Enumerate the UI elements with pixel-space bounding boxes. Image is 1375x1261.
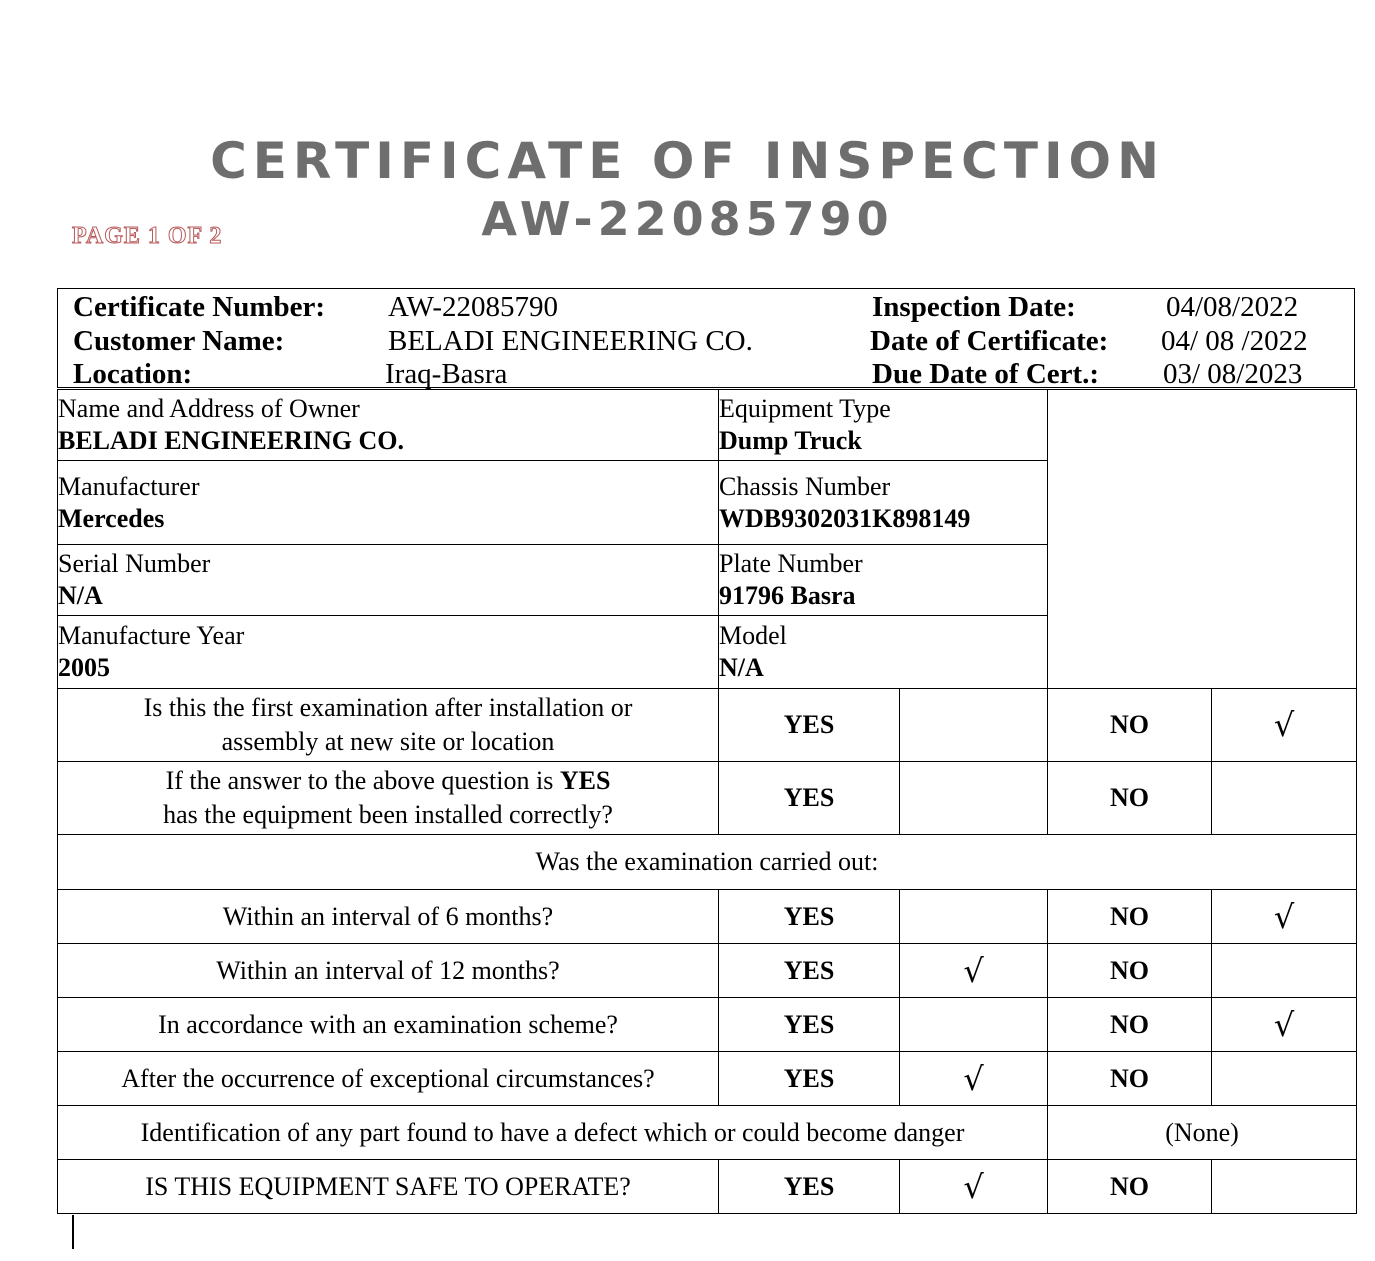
section-heading: Was the examination carried out: — [58, 835, 1357, 890]
no-label: NO — [1048, 762, 1212, 835]
yes-label: YES — [719, 1052, 900, 1106]
customer-name-label: Customer Name: — [73, 325, 285, 357]
certificate-code-title: AW-22085790 — [481, 192, 894, 246]
inspection-table — [57, 389, 1357, 1214]
no-label: NO — [1048, 998, 1212, 1052]
no-check-cell — [1212, 1160, 1357, 1214]
serial-label: Serial Number — [58, 549, 211, 578]
question-6-months: Within an interval of 6 months? — [58, 890, 719, 944]
equipment-type-cell — [719, 390, 1048, 461]
document-title: CERTIFICATE OF INSPECTION — [210, 132, 1165, 190]
question-installed-line1: If the answer to the above question is — [165, 766, 560, 795]
equipment-type-value: Dump Truck — [719, 426, 862, 455]
location-value: Iraq-Basra — [385, 358, 508, 390]
serial-value: N/A — [58, 581, 103, 610]
question-first-exam-line1: Is this the first examination after installation or — [143, 693, 633, 722]
chassis-value: WDB9302031K898149 — [719, 503, 971, 533]
yes-label: YES — [719, 762, 900, 835]
serial-cell — [58, 545, 719, 616]
cert-number-label: Certificate Number: — [73, 291, 326, 323]
question-row-12-months — [58, 944, 1357, 998]
no-check-mark: √ — [1212, 890, 1357, 944]
no-label: NO — [1048, 689, 1212, 762]
yes-check-cell — [900, 890, 1048, 944]
question-row-first-exam — [58, 689, 1357, 762]
blank-photo-area — [1048, 390, 1357, 689]
page-label: PAGE 1 OF 2 — [72, 223, 223, 249]
question-first-exam-line2: assembly at new site or location — [221, 727, 555, 756]
question-installed-line2: has the equipment been installed correctly? — [163, 800, 613, 829]
manufacturer-cell — [58, 461, 719, 545]
question-installed-yes-emphasis: YES — [559, 766, 611, 795]
year-cell — [58, 616, 719, 689]
yes-check-mark: √ — [900, 1160, 1048, 1214]
question-row-safe — [58, 1160, 1357, 1214]
question-row-exam-scheme — [58, 998, 1357, 1052]
question-first-exam — [58, 689, 719, 762]
question-exceptional: After the occurrence of exceptional circumstances? — [58, 1052, 719, 1106]
plate-value: 91796 Basra — [719, 581, 856, 610]
year-label: Manufacture Year — [58, 621, 245, 650]
yes-check-cell — [900, 998, 1048, 1052]
date-of-cert-label: Date of Certificate: — [870, 325, 1109, 357]
question-installed-correctly — [58, 762, 719, 835]
year-value: 2005 — [58, 653, 110, 682]
yes-label: YES — [719, 890, 900, 944]
equipment-type-label: Equipment Type — [719, 394, 891, 423]
manufacturer-value: Mercedes — [58, 503, 165, 533]
no-label: NO — [1048, 1052, 1212, 1106]
yes-check-cell — [900, 689, 1048, 762]
inspection-date-value: 04/08/2022 — [1166, 291, 1299, 323]
due-date-label: Due Date of Cert.: — [872, 358, 1100, 390]
header-box — [57, 288, 1355, 388]
model-label: Model — [719, 621, 787, 650]
chassis-cell — [719, 461, 1048, 545]
question-row-exceptional — [58, 1052, 1357, 1106]
no-check-mark: √ — [1212, 998, 1357, 1052]
yes-label: YES — [719, 944, 900, 998]
question-12-months: Within an interval of 12 months? — [58, 944, 719, 998]
owner-cell — [58, 390, 719, 461]
yes-label: YES — [719, 1160, 900, 1214]
chassis-label: Chassis Number — [719, 471, 891, 501]
no-label: NO — [1048, 890, 1212, 944]
no-check-cell — [1212, 1052, 1357, 1106]
yes-check-mark: √ — [900, 944, 1048, 998]
model-value: N/A — [719, 653, 764, 682]
yes-check-cell — [900, 762, 1048, 835]
defect-answer: (None) — [1048, 1106, 1357, 1160]
text-cursor — [72, 1215, 74, 1249]
no-label: NO — [1048, 944, 1212, 998]
inspection-date-label: Inspection Date: — [872, 291, 1076, 323]
model-cell — [719, 616, 1048, 689]
question-defect: Identification of any part found to have a defect which or could become danger — [58, 1106, 1048, 1160]
question-row-installed-correctly — [58, 762, 1357, 835]
owner-value: BELADI ENGINEERING CO. — [58, 426, 405, 455]
no-label: NO — [1048, 1160, 1212, 1214]
question-exam-scheme: In accordance with an examination scheme? — [58, 998, 719, 1052]
no-check-cell — [1212, 944, 1357, 998]
date-of-cert-value: 04/ 08 /2022 — [1161, 325, 1308, 357]
question-safe: IS THIS EQUIPMENT SAFE TO OPERATE? — [58, 1160, 719, 1214]
manufacturer-label: Manufacturer — [58, 471, 200, 501]
owner-label: Name and Address of Owner — [58, 394, 360, 423]
yes-label: YES — [719, 998, 900, 1052]
location-label: Location: — [73, 358, 193, 390]
cert-number-value: AW-22085790 — [388, 291, 559, 323]
customer-name-value: BELADI ENGINEERING CO. — [388, 325, 753, 357]
section-row — [58, 835, 1357, 890]
question-row-6-months — [58, 890, 1357, 944]
plate-label: Plate Number — [719, 549, 863, 578]
plate-cell — [719, 545, 1048, 616]
no-check-cell — [1212, 762, 1357, 835]
yes-label: YES — [719, 689, 900, 762]
yes-check-mark: √ — [900, 1052, 1048, 1106]
info-row-owner — [58, 390, 1357, 461]
due-date-value: 03/ 08/2023 — [1163, 358, 1303, 390]
no-check-mark: √ — [1212, 689, 1357, 762]
question-row-defect — [58, 1106, 1357, 1160]
